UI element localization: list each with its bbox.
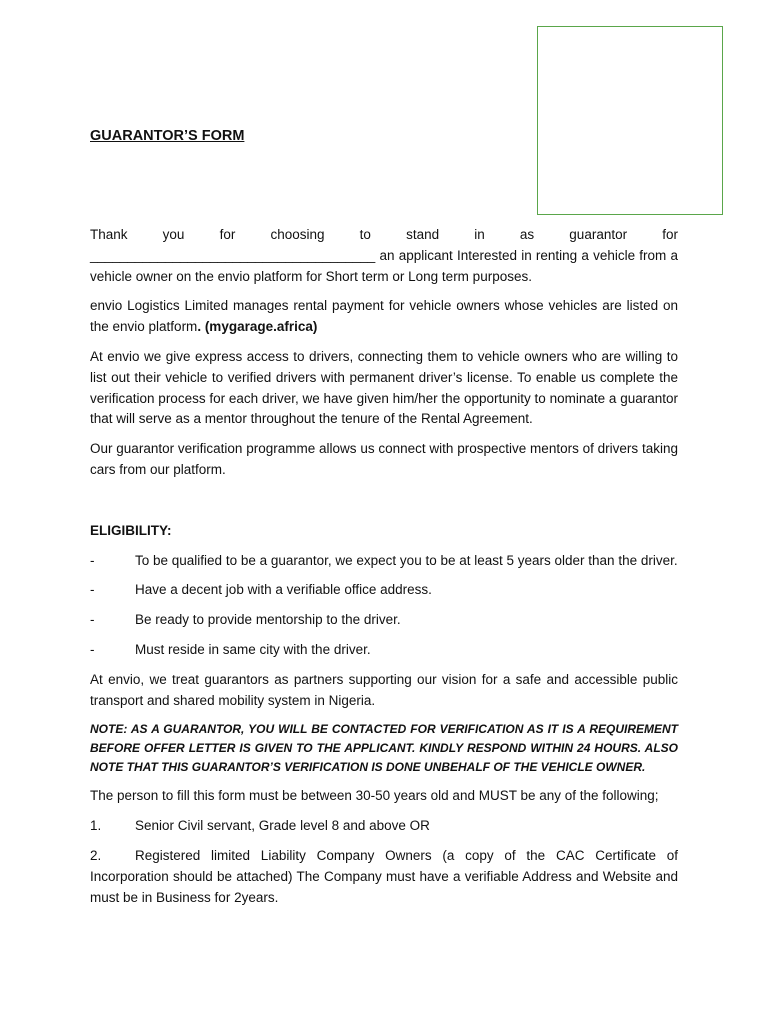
bullet-mark: - [90, 582, 95, 598]
requirement-number: 1. [90, 818, 102, 834]
bullet-mark: - [90, 552, 95, 568]
applicant-name-blank[interactable]: ______________________________________ [90, 247, 376, 263]
eligibility-item-text: To be qualified to be a guarantor, we expect you to be at least 5 years older than the driver. [135, 552, 678, 568]
eligibility-item [90, 610, 678, 631]
page-title: GUARANTOR’S FORM [90, 128, 245, 144]
requirement-text: Registered limited Liability Company Owners (a copy of the CAC Certificate of Incorporation should be attached) The Company must have a verifiable Address and Website and must be in Business for 2years. [90, 847, 678, 905]
intro-paragraph-2 [90, 296, 678, 338]
verification-note: NOTE: AS A GUARANTOR, YOU WILL BE CONTACTED FOR VERIFICATION AS IT IS A REQUIREMENT BEFORE OFFER LETTER IS GIVEN TO THE APPLICANT. KINDLY RESPOND WITHIN 24 HOURS. ALSO NOTE THAT THIS GUARANTOR’S VERIFICATION IS DONE UNBEHALF OF THE VEHICLE OWNER. [90, 722, 678, 775]
intro-paragraph-1 [90, 225, 678, 287]
eligibility-item [90, 580, 678, 601]
requirement-item [90, 816, 678, 837]
bullet-mark: - [90, 612, 95, 628]
requirement-text: Senior Civil servant, Grade level 8 and above OR [135, 818, 430, 834]
passport-photo-box [537, 26, 723, 215]
requirement-item [90, 846, 678, 908]
partners-paragraph: At envio, we treat guarantors as partners supporting our vision for a safe and accessible public transport and shared mobility system in Nigeria. [90, 671, 678, 708]
eligibility-item [90, 551, 678, 572]
intro-paragraph-4: Our guarantor verification programme allows us connect with prospective mentors of drivers taking cars from our platform. [90, 441, 678, 477]
form-body [90, 225, 678, 917]
eligibility-item-text: Be ready to provide mentorship to the driver. [135, 612, 401, 628]
intro-rest: an applicant Interested in renting a vehicle from a vehicle owner on the envio platform for Short term or Long term purposes. [90, 247, 678, 284]
eligibility-item-text: Must reside in same city with the driver. [135, 641, 371, 657]
eligibility-item [90, 640, 678, 661]
eligibility-item-text: Have a decent job with a verifiable office address. [135, 582, 432, 598]
eligibility-heading: ELIGIBILITY: [90, 522, 172, 538]
intro-lead: Thank you for choosing to stand in as guarantor for [90, 227, 678, 242]
age-requirement: The person to fill this form must be between 30-50 years old and MUST be any of the following; [90, 788, 659, 804]
intro-p2-text: envio Logistics Limited manages rental payment for vehicle owners whose vehicles are listed on the envio platform [90, 298, 678, 335]
requirement-number: 2. [90, 847, 102, 863]
bullet-mark: - [90, 641, 95, 657]
intro-p2-link: . (mygarage.africa) [197, 319, 318, 335]
intro-paragraph-3: At envio we give express access to drivers, connecting them to vehicle owners who are willing to list out their vehicle to verified drivers with permanent driver’s license. To enable us complete the verification process for each driver, we have given him/her the opportunity to nominate a guarantor that will serve as a mentor throughout the tenure of the Rental Agreement. [90, 348, 678, 427]
